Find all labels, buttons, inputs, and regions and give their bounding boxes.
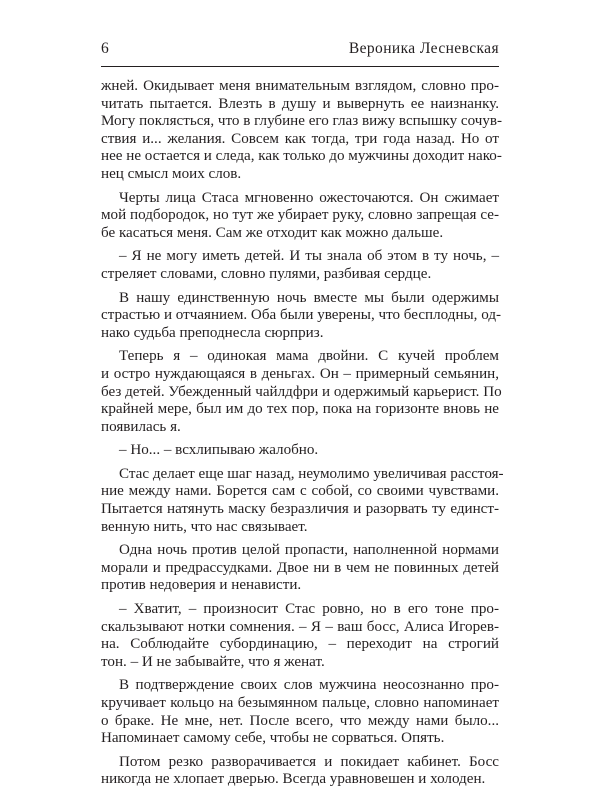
text-line: страстью и отчаянием. Оба были уверены, что бесплодны, од- xyxy=(101,307,502,324)
text-line: нее не остается и следа, как только до мужчины доходит нако- xyxy=(101,148,502,165)
text-line: Пытается натянуть маску безразличия и разорвать ту единст- xyxy=(101,501,499,518)
text-line: против недоверия и ненависти. xyxy=(101,577,302,594)
text-line: нец смысл моих слов. xyxy=(101,165,242,182)
text-line: – Хватит, – произносит Стас ровно, но в его тоне про- xyxy=(119,601,499,618)
text-line: тон. – И не забывайте, что я женат. xyxy=(101,653,325,670)
paragraph xyxy=(101,190,499,243)
text-line: о браке. Не мне, нет. После всего, что между нами было... xyxy=(101,712,499,729)
text-line: Теперь я – одинокая мама двойни. С кучей проблем xyxy=(119,348,499,365)
text-line: ние между нами. Борется сам с собой, со своими чувствами. xyxy=(101,483,499,500)
paragraph xyxy=(101,754,499,789)
text-line: крайней мере, был им до тех пор, пока на горизонте вновь не xyxy=(101,401,499,418)
text-line: бе касаться меня. Сам же отходит как можно дальше. xyxy=(101,224,444,241)
text-line: Потом резко разворачивается и покидает кабинет. Босс xyxy=(119,753,499,770)
text-line: скальзывают нотки сомнения. – Я – ваш босс, Алиса Игорев- xyxy=(101,618,499,635)
text-line: венную нить, что нас связывает. xyxy=(101,518,308,535)
text-line: ствия и... желания. Совсем как тогда, три года назад. Но от xyxy=(101,130,499,147)
text-line: Черты лица Стаса мгновенно ожесточаются. Он сжимает xyxy=(119,189,499,206)
text-line: Могу поклясться, что в глубине его глаз вижу вспышку сочув- xyxy=(101,113,503,130)
text-line: морали и предрассудками. Двое ни в чем не повинных детей xyxy=(101,559,499,576)
paragraph xyxy=(101,348,502,436)
text-line: стреляет словами, словно пулями, разбивая сердце. xyxy=(101,265,432,282)
text-line: – Но... – всхлипываю жалобно. xyxy=(119,442,319,459)
paragraph xyxy=(101,542,499,595)
running-title: Вероника Лесневская xyxy=(348,40,499,57)
header-rule xyxy=(101,66,499,67)
text-line: мой подбородок, но тут же убирает руку, словно запрещая се- xyxy=(101,207,499,224)
text-line: Напоминает самому себе, чтобы не сорваться. Опять. xyxy=(101,730,445,747)
page-number: 6 xyxy=(101,40,109,57)
text-line: нако судьба преподнесла сюрприз. xyxy=(101,324,324,341)
paragraph xyxy=(101,442,499,460)
paragraph xyxy=(101,677,499,747)
paragraph xyxy=(101,289,502,343)
running-head xyxy=(101,38,499,60)
paragraph xyxy=(101,601,499,671)
text-line: читать пытается. Влезть в душу и вывернуть ее наизнанку. xyxy=(101,95,499,112)
paragraph xyxy=(101,248,499,283)
body-text xyxy=(101,78,504,795)
text-line: жней. Окидывает меня внимательным взглядом, словно про- xyxy=(101,78,499,94)
text-line: и остро нуждающаяся в деньгах. Он – примерный семьянин, xyxy=(101,365,499,382)
text-line: никогда не хлопает дверью. Всегда уравновешен и холоден. xyxy=(101,771,486,788)
text-line: появилась я. xyxy=(101,418,181,435)
text-line: – Я не могу иметь детей. И ты знала об этом в ту ночь, – xyxy=(119,248,499,265)
paragraph xyxy=(101,78,503,184)
text-line: на. Соблюдайте субординацию, – переходит на строгий xyxy=(101,636,499,653)
text-line: В подтверждение своих слов мужчина неосознанно про- xyxy=(119,677,499,694)
text-line: Одна ночь против целой пропасти, наполненной нормами xyxy=(119,542,499,559)
text-line: В нашу единственную ночь вместе мы были одержимы xyxy=(119,289,499,306)
paragraph xyxy=(101,465,504,536)
text-line: кручивает кольцо на безымянном пальце, словно напоминает xyxy=(101,695,499,711)
text-line: Стас делает еще шаг назад, неумолимо увеличивая расстоя- xyxy=(119,465,504,482)
text-line: без детей. Убежденный чайлдфри и одержимый карьерист. По xyxy=(101,383,502,400)
